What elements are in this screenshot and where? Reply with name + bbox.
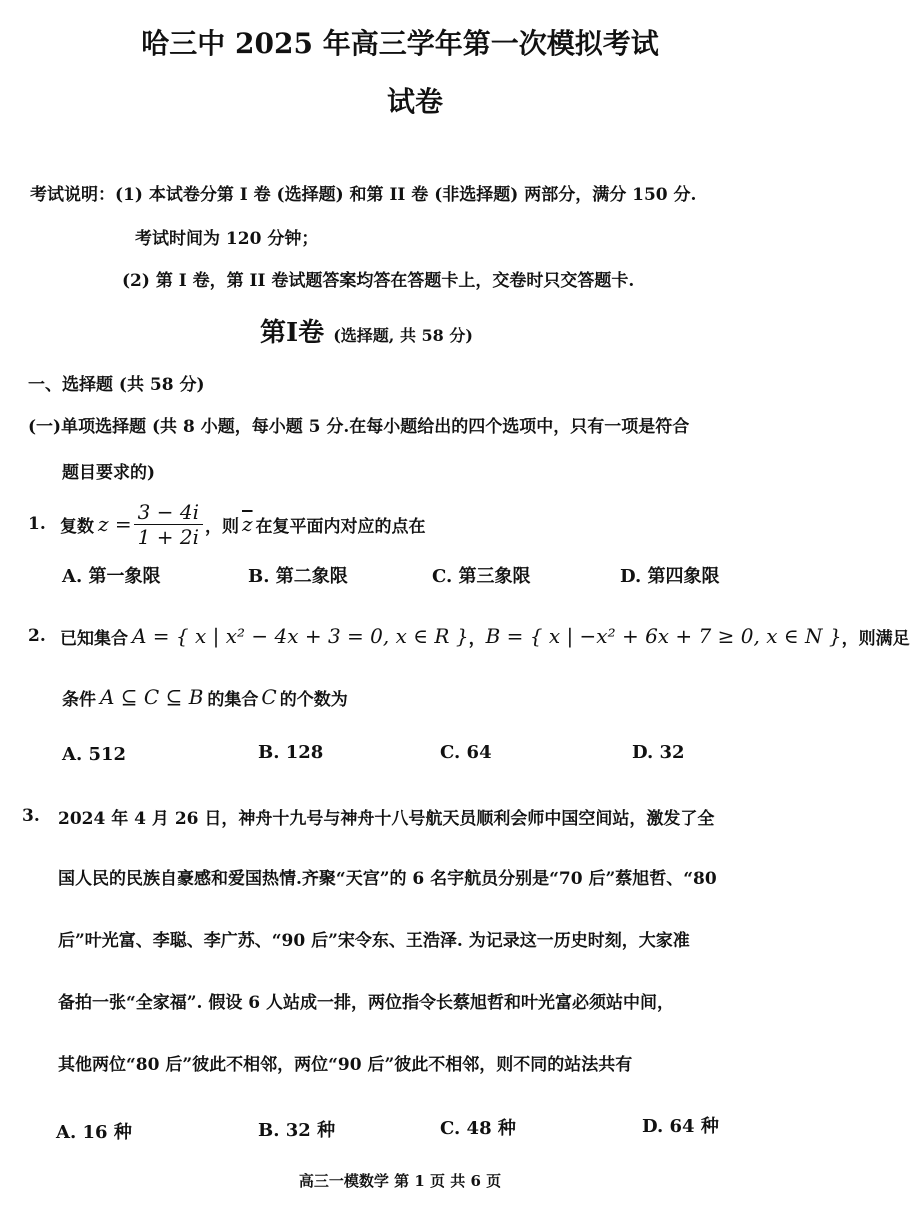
question-1-numerator: 3 − 4i [134, 500, 203, 525]
q3-option-a[interactable]: A. 16 种 [56, 1122, 132, 1143]
question-3-line5: 其他两位“80 后”彼此不相邻，两位“90 后”彼此不相邻，则不同的站法共有 [58, 1055, 633, 1075]
question-2-line2-mid: 的集合 [207, 689, 259, 710]
part-instruction-line1: (一)单项选择题 (共 8 小题，每小题 5 分.在每小题给出的四个选项中，只有一项是符合 [28, 417, 690, 437]
question-3-number: 3. [22, 806, 40, 826]
question-2-set-a: A = { x | x² − 4x + 3 = 0, x ∈ R } [132, 624, 469, 648]
part-instruction-line2: 题目要求的) [62, 463, 156, 483]
question-2-set-c: C [261, 685, 277, 709]
section-heading [260, 312, 473, 349]
instructions-line1: 考试说明：(1) 本试卷分第 I 卷 (选择题) 和第 II 卷 (非选择题) 两部分，满分 150 分. [30, 185, 697, 205]
question-1-mid: ，则 [204, 516, 239, 537]
exam-subtitle: 试卷 [386, 85, 443, 118]
question-3-line2: 国人民的民族自豪感和爱国热情.齐聚“天宫”的 6 名宇航员分别是“70 后”蔡旭哲、“80 [58, 869, 717, 889]
q3-option-b[interactable]: B. 32 种 [258, 1120, 336, 1141]
question-1-number: 1. [28, 514, 46, 534]
instructions-line2: 考试时间为 120 分钟； [135, 229, 319, 249]
question-2-line2-suffix: 的个数为 [279, 689, 348, 710]
question-1 [28, 494, 426, 554]
q3-option-c[interactable]: C. 48 种 [440, 1118, 516, 1139]
question-1-fraction [134, 500, 203, 549]
question-1-denominator: 1 + 2i [137, 524, 199, 549]
question-1-conjugate: $\overline{z}$ [241, 512, 253, 536]
question-2-prefix: 已知集合 [60, 628, 128, 649]
exam-title: 哈三中 2025 年高三学年第一次模拟考试 [141, 27, 659, 60]
question-1-suffix: 在复平面内对应的点在 [255, 516, 426, 537]
q2-option-b[interactable]: B. 128 [258, 742, 324, 763]
question-2-number: 2. [28, 626, 46, 646]
section-title: 第I卷 [260, 318, 325, 348]
question-1-prefix: 复数 [60, 516, 94, 537]
section-note: (选择题, 共 58 分) [333, 326, 473, 345]
question-2 [28, 616, 910, 656]
q1-option-c[interactable]: C. 第三象限 [432, 566, 531, 587]
question-2-line2-prefix: 条件 [62, 689, 96, 710]
question-3-line4: 备拍一张“全家福”. 假设 6 人站成一排，两位指令长蔡旭哲和叶光富必须站中间， [58, 993, 675, 1013]
q1-option-d[interactable]: D. 第四象限 [620, 566, 720, 587]
q2-option-d[interactable]: D. 32 [632, 742, 685, 763]
question-3-line1: 2024 年 4 月 26 日，神舟十九号与神舟十八号航天员顺利会师中国空间站，激发了全 [58, 809, 715, 829]
q1-option-b[interactable]: B. 第二象限 [248, 566, 348, 587]
question-2-set-b: B = { x | −x² + 6x + 7 ≥ 0, x ∈ N } [485, 624, 842, 648]
part-heading: 一、选择题 (共 58 分) [28, 375, 205, 395]
question-2-condition: A ⊆ C ⊆ B [100, 685, 204, 709]
question-3-line3: 后”叶光富、李聪、李广苏、“90 后”宋令东、王浩泽. 为记录这一历史时刻，大家准 [58, 931, 690, 951]
question-2-separator: ， [468, 628, 486, 649]
question-1-lhs: z = [98, 512, 132, 536]
instructions-line3: (2) 第 I 卷，第 II 卷试题答案均答在答题卡上，交卷时只交答题卡. [122, 271, 635, 291]
q2-option-a[interactable]: A. 512 [62, 744, 127, 765]
question-2-line2 [62, 680, 348, 714]
question-2-suffix: ，则满足 [841, 628, 910, 649]
q3-option-d[interactable]: D. 64 种 [642, 1116, 719, 1137]
q2-option-c[interactable]: C. 64 [440, 742, 492, 763]
page-footer: 高三一模数学 第 1 页 共 6 页 [298, 1172, 502, 1190]
q1-option-a[interactable]: A. 第一象限 [62, 566, 161, 587]
